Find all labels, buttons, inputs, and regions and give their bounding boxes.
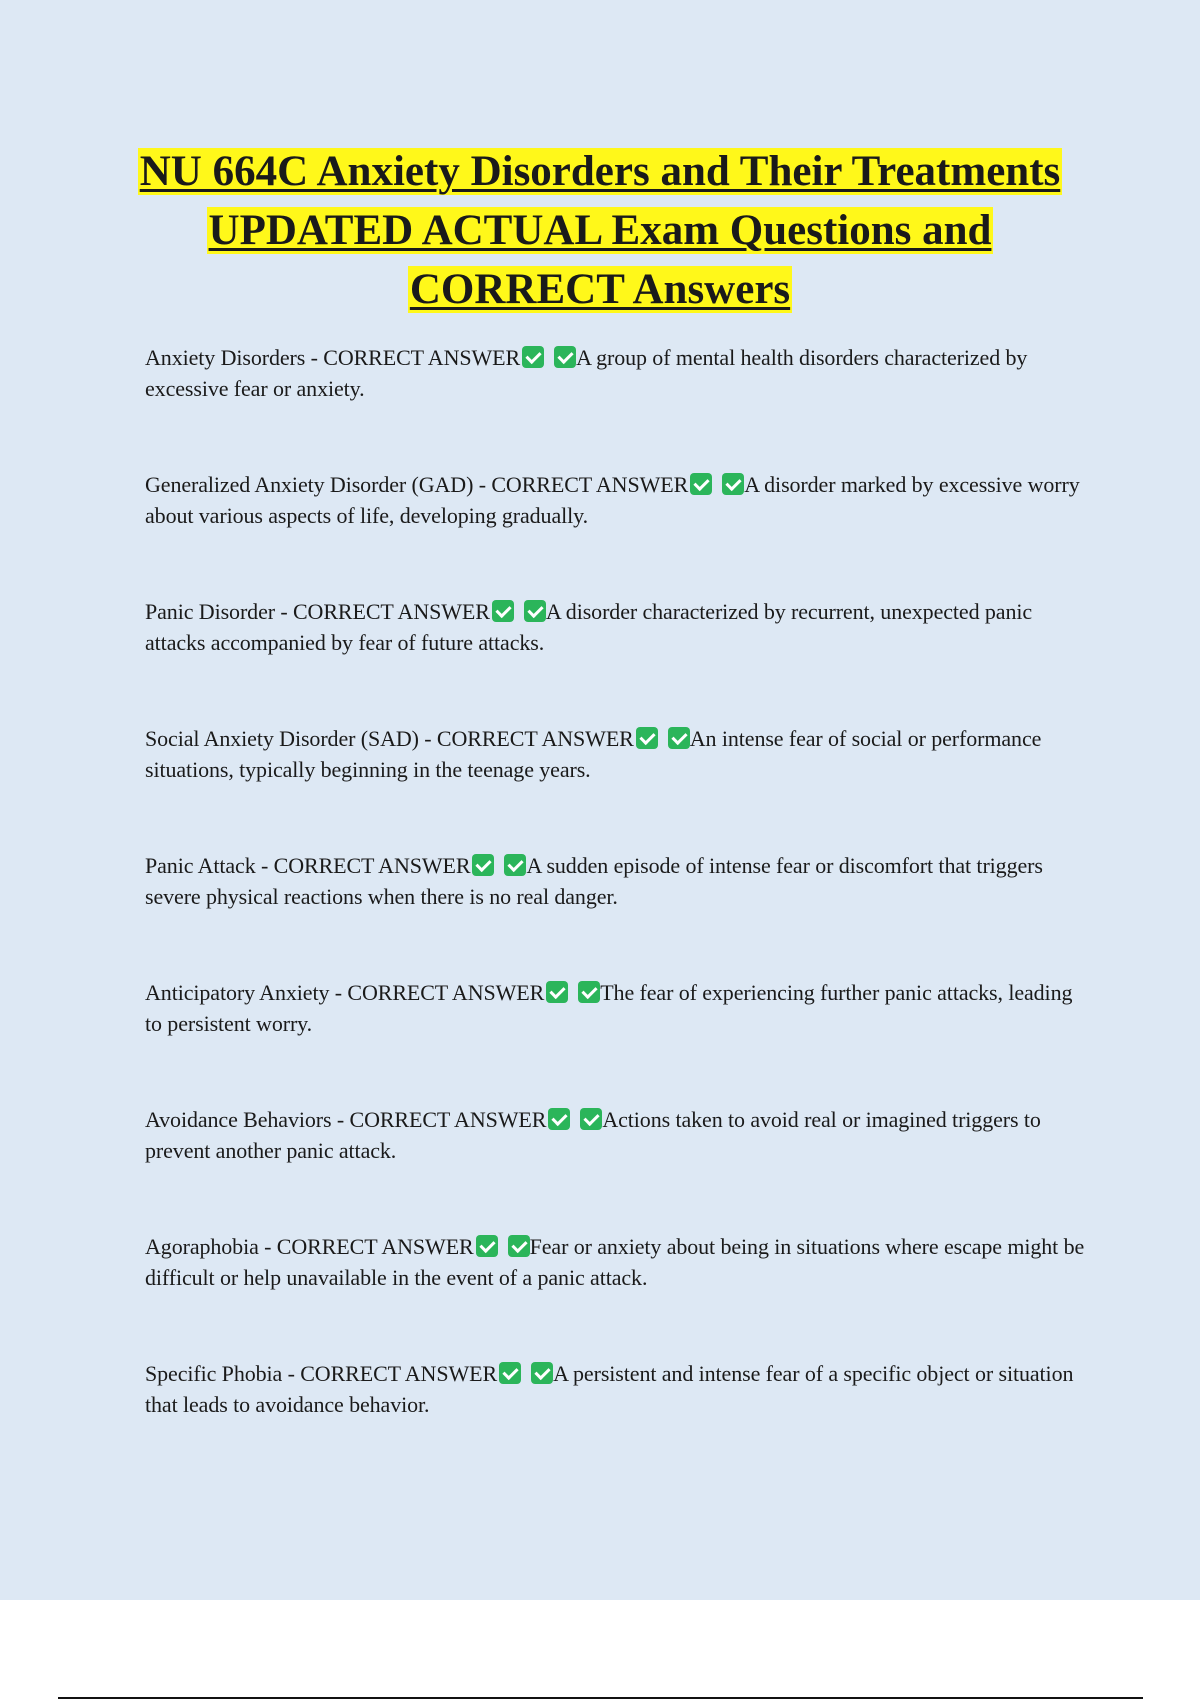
qa-item [145, 596, 1090, 658]
check-mark-button-icon [492, 600, 514, 622]
qa-term: Social Anxiety Disorder (SAD) - CORRECT ANSWER [145, 726, 634, 751]
footer-divider [58, 1697, 1143, 1699]
qa-item [145, 723, 1090, 785]
qa-item [145, 342, 1090, 404]
qa-answer: Actions taken to avoid real or imagined triggers to prevent another panic attack. [145, 1107, 1041, 1163]
check-mark-button-icon [554, 346, 576, 368]
check-mark-button-icon [522, 346, 544, 368]
qa-term: Generalized Anxiety Disorder (GAD) - CORRECT ANSWER [145, 472, 689, 497]
qa-term: Panic Disorder - CORRECT ANSWER [145, 599, 490, 624]
qa-item [145, 1231, 1090, 1293]
check-mark-button-icon [499, 1362, 521, 1384]
qa-answer: The fear of experiencing further panic attacks, leading to persistent worry. [145, 980, 1073, 1036]
qa-term: Anticipatory Anxiety - CORRECT ANSWER [145, 980, 545, 1005]
qa-term: Panic Attack - CORRECT ANSWER [145, 853, 471, 878]
check-mark-button-icon [531, 1362, 553, 1384]
check-mark-button-icon [636, 727, 658, 749]
qa-answer: A group of mental health disorders characterized by excessive fear or anxiety. [145, 345, 1028, 401]
qa-item [145, 977, 1090, 1039]
qa-answer: A disorder characterized by recurrent, unexpected panic attacks accompanied by fear of future attacks. [145, 599, 1033, 655]
check-mark-button-icon [524, 600, 546, 622]
qa-term: Specific Phobia - CORRECT ANSWER [145, 1361, 498, 1386]
qa-answer: A sudden episode of intense fear or discomfort that triggers severe physical reactions when there is no real danger. [145, 853, 1043, 909]
check-mark-button-icon [722, 473, 744, 495]
qa-answer: An intense fear of social or performance situations, typically beginning in the teenage years. [145, 726, 1042, 782]
document-title-text: NU 664C Anxiety Disorders and Their Treatments UPDATED ACTUAL Exam Questions and CORRECT Answers [139, 148, 1061, 313]
question-answer-list [145, 342, 1090, 1485]
qa-term: Avoidance Behaviors - CORRECT ANSWER [145, 1107, 547, 1132]
qa-answer: A disorder marked by excessive worry about various aspects of life, developing gradually. [145, 472, 1080, 528]
check-mark-button-icon [472, 854, 494, 876]
qa-item [145, 850, 1090, 912]
qa-answer: Fear or anxiety about being in situations where escape might be difficult or help unavailable in the event of a panic attack. [145, 1234, 1085, 1290]
qa-term: Anxiety Disorders - CORRECT ANSWER [145, 345, 521, 370]
check-mark-button-icon [508, 1235, 530, 1257]
check-mark-button-icon [690, 473, 712, 495]
qa-answer: A persistent and intense fear of a specific object or situation that leads to avoidance behavior. [145, 1361, 1074, 1417]
check-mark-button-icon [548, 1108, 570, 1130]
check-mark-button-icon [578, 981, 600, 1003]
qa-item [145, 1358, 1090, 1420]
check-mark-button-icon [504, 854, 526, 876]
qa-term: Agoraphobia - CORRECT ANSWER [145, 1234, 474, 1259]
qa-item [145, 469, 1090, 531]
check-mark-button-icon [476, 1235, 498, 1257]
qa-item [145, 1104, 1090, 1166]
document-title [100, 142, 1100, 319]
check-mark-button-icon [580, 1108, 602, 1130]
check-mark-button-icon [546, 981, 568, 1003]
check-mark-button-icon [668, 727, 690, 749]
